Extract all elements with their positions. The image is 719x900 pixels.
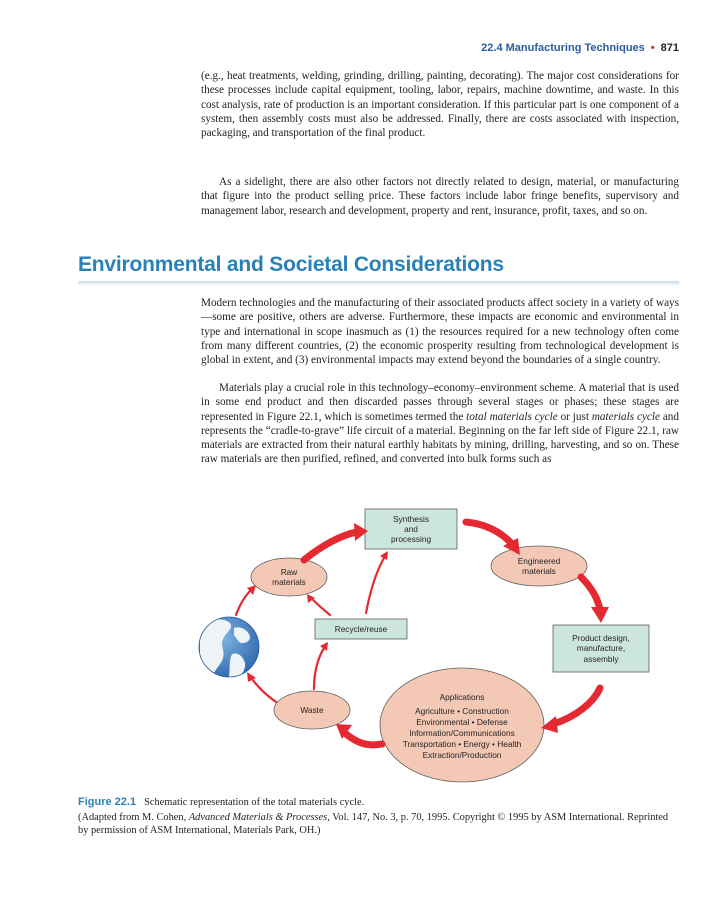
arrow-waste-to-earth — [252, 679, 276, 702]
arrowhead — [591, 607, 609, 623]
label-line: Information/Communications — [409, 727, 515, 738]
text-run: Vol. 147, No. 3, p. 70, 1995. Copyright © 1995 by ASM International. Reprinted by permission of ASM International, Materials Park, OH.) — [78, 812, 669, 837]
waste-label — [274, 691, 350, 729]
text-run: Materials play a crucial role in this technology–economy–environment scheme. A material that is used in some end product and then discarded passes through several stages or phases; these stages are represented in Figure 22.1, which is sometimes termed the — [201, 382, 679, 423]
label-line: manufacture, — [576, 643, 626, 654]
label-line: Recycle/reuse — [334, 623, 388, 634]
earth-globe-icon — [199, 617, 259, 677]
term-total-materials-cycle: total materials cycle — [466, 410, 558, 423]
section-heading: Environmental and Societal Considerations — [78, 253, 504, 276]
arrow-earth-to-raw — [236, 590, 251, 615]
applications-label — [386, 690, 538, 762]
figure-caption — [78, 796, 679, 838]
label-line: Engineered — [517, 555, 561, 566]
label-line: Raw — [280, 566, 298, 577]
caption-text: Schematic representation of the total materials cycle. — [144, 797, 365, 808]
figure-label: Figure 22.1 — [78, 796, 137, 808]
journal-title: Advanced Materials & Processes, — [188, 812, 330, 824]
section-rule — [78, 281, 679, 285]
page-number: 871 — [660, 42, 679, 54]
label-line: Product design, — [572, 633, 630, 644]
label-line: materials — [272, 577, 306, 587]
label-line: assembly — [583, 653, 619, 664]
label-line: processing — [390, 534, 432, 545]
arrow-synthesis-to-engineered — [466, 522, 512, 544]
arrow-raw-to-synthesis — [304, 532, 357, 560]
arrow-product-to-applications — [553, 688, 600, 724]
paragraph-materials-cycle — [201, 381, 679, 467]
materials-cycle-figure — [196, 502, 660, 792]
product-design-label — [553, 625, 649, 672]
arrowhead — [247, 672, 256, 682]
term-materials-cycle: materials cycle — [591, 410, 660, 423]
paragraph-modern-technologies: Modern technologies and the manufacturing of their associated products affect society in a variety of ways—some are positive, others are adverse. Furthermore, these impacts are economic and environmental in type and international in scope inasmuch as (1) the resources required for a new technology often come from many different countries, (2) the economic prosperity resulting from technological development is global in extent, and (3) environmental impacts may extend beyond the boundaries of a single country. — [201, 297, 679, 367]
synthesis-label — [365, 509, 457, 549]
recycle-label — [315, 619, 407, 639]
text-run: or just — [557, 410, 592, 423]
arrow-recycle-to-synthesis — [366, 558, 384, 613]
label-line: Extraction/Production — [422, 749, 502, 760]
label-line: materials — [522, 566, 556, 576]
text-run: (Adapted from M. Cohen, — [78, 812, 189, 824]
label-line: Agriculture • Construction — [415, 705, 509, 716]
label-line: Synthesis — [393, 513, 429, 524]
arrow-recycle-to-raw — [311, 598, 330, 615]
label-line: Waste — [300, 704, 324, 715]
label-line: Transportation • Energy • Health — [402, 738, 522, 749]
arrow-waste-to-recycle — [314, 648, 324, 689]
text-run: and represents the “cradle-to-grave” life circuit of a material. Beginning on the far left side of Figure 22.1, raw materials are extracted from their natural earthly habitats by mining, drilling, harvesting, and so on. These raw materials are then purified, refined, and converted into bulk forms such as — [201, 410, 679, 466]
caption-source — [78, 811, 679, 837]
running-head — [481, 42, 679, 54]
engineered-label — [491, 546, 587, 586]
label-line: Environmental • Defense — [416, 716, 508, 727]
arrow-applications-to-waste — [346, 734, 382, 745]
label-line: Applications — [439, 691, 485, 702]
paragraph-sidelight: As a sidelight, there are also other factors not directly related to design, material, or manufacturing that figure into the product selling price. These factors include labor fringe benefits, supervisory and management labor, research and development, property and rent, insurance, profit, taxes, and so on. — [201, 176, 679, 217]
separator-dot: • — [650, 42, 655, 54]
paragraph-cost-considerations: (e.g., heat treatments, welding, grinding, drilling, painting, decorating). The major cost considerations for these processes include capital equipment, tooling, labor, repairs, machine downtime, and waste. In this cost analysis, rate of production is an important consideration. If this particular part is one component of a system, then assembly costs must also be addressed. Finally, there are costs associated with inspection, packaging, and transportation of the final product. — [201, 70, 679, 140]
label-line: and — [404, 523, 418, 534]
section-title: 22.4 Manufacturing Techniques — [481, 42, 645, 54]
raw-materials-label — [251, 558, 327, 596]
